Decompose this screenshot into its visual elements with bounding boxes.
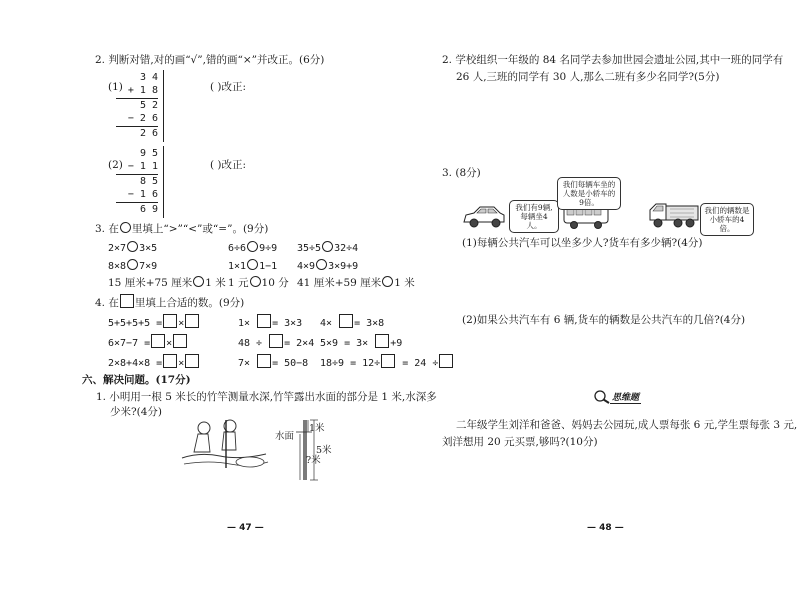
magnifier-icon	[593, 390, 611, 404]
q2-title: 2. 判断对错,对的画“√”,错的画“×”并改正。(6分)	[95, 54, 325, 66]
think-line1: 二年级学生刘洋和爸爸、妈妈去公园玩,成人票每张 6 元,学生票每张 3 元,	[456, 419, 798, 431]
calc-row: 9 5	[139, 148, 158, 159]
r-q2-line1: 2. 学校组织一年级的 84 名同学去参加世园会遗址公园,其中一班的同学有	[442, 54, 784, 66]
water-surface-label: 水面	[275, 431, 295, 442]
answer-box[interactable]	[173, 334, 187, 348]
calc-line	[116, 98, 158, 99]
answer-box[interactable]	[269, 334, 283, 348]
q4-title-a: 4. 在	[95, 297, 119, 309]
calc-row: 8 5	[139, 176, 158, 187]
calc-divider	[163, 146, 164, 218]
section6-q1-line1: 1. 小明用一根 5 米长的竹竿测量水深,竹竿露出水面的部分是 1 米,水深多	[96, 391, 437, 403]
answer-box[interactable]	[439, 354, 453, 368]
answer-box[interactable]	[381, 354, 395, 368]
r-q3-title: 3. (8分)	[442, 167, 481, 179]
circle-icon	[120, 222, 131, 233]
q3-title-b: 里填上“>”“<”或“=”。(9分)	[131, 223, 269, 235]
compare-circle[interactable]	[382, 276, 393, 287]
q4-item: 2×8+4×8 = ×	[108, 354, 200, 369]
calc-row: 3 4	[139, 72, 158, 83]
compare-circle[interactable]	[127, 259, 138, 270]
q3-item: 6÷6 9÷9	[228, 243, 278, 254]
q2-p2-answer-bracket[interactable]: ( )改正:	[210, 159, 247, 171]
children-measuring-illustration	[180, 418, 270, 470]
answer-box[interactable]	[375, 334, 389, 348]
compare-circle[interactable]	[250, 276, 261, 287]
answer-box[interactable]	[257, 314, 271, 328]
calc-row: − 2 6	[127, 113, 158, 124]
thinking-question-label: 思维题	[610, 390, 641, 404]
car-icon	[462, 204, 506, 230]
q4-title	[95, 294, 244, 310]
compare-circle[interactable]	[322, 241, 333, 252]
q3-title	[95, 222, 268, 236]
compare-circle[interactable]	[193, 276, 204, 287]
calc-row: + 1 8	[127, 85, 158, 96]
calc-row: 6 9	[139, 204, 158, 215]
answer-box[interactable]	[151, 334, 165, 348]
q3-title-a: 3. 在	[95, 223, 119, 235]
q2-p1-label: (1)	[108, 81, 123, 93]
q4-item: 48 ÷ = 2×4	[238, 334, 314, 349]
compare-circle[interactable]	[127, 241, 138, 252]
q4-item: 7× = 50−8	[238, 354, 308, 369]
answer-box[interactable]	[185, 314, 199, 328]
q3-item: 8×8 7×9	[108, 261, 158, 272]
r-q2-line2: 26 人,三班的同学有 30 人,那么二班有多少名同学?(5分)	[456, 71, 720, 83]
page-number-left: — 47 —	[227, 523, 264, 533]
q3-item: 15 厘米+75 厘米 1 米	[108, 277, 226, 289]
q3-item: 41 厘米+59 厘米 1 米	[297, 277, 415, 289]
truck-speech-bubble: 我们的辆数是小轿车的4倍。	[700, 203, 754, 236]
q3-item: 2×7 3×5	[108, 243, 158, 254]
car-speech-bubble: 我们有9辆,每辆坐4人。	[509, 200, 559, 233]
thinking-question-sign	[593, 390, 657, 404]
q4-item: 5+5+5+5 = ×	[108, 314, 200, 329]
calc-row: − 1 6	[127, 189, 158, 200]
truck-icon	[648, 200, 700, 230]
answer-box[interactable]	[185, 354, 199, 368]
square-icon	[120, 294, 134, 308]
compare-circle[interactable]	[247, 259, 258, 270]
q4-item: 6×7−7 = ×	[108, 334, 188, 349]
q3-item: 1 元 10 分	[228, 277, 289, 289]
answer-box[interactable]	[339, 314, 353, 328]
calc-row: − 1 1	[127, 161, 158, 172]
answer-box[interactable]	[257, 354, 271, 368]
r-q3-sub2: (2)如果公共汽车有 6 辆,货车的辆数是公共汽车的几倍?(4分)	[462, 314, 746, 326]
q4-item: 5×9 = 3× +9	[320, 334, 402, 349]
section6-q1-line2: 少米?(4分)	[110, 406, 163, 418]
answer-box[interactable]	[163, 354, 177, 368]
answer-box[interactable]	[163, 314, 177, 328]
q3-item: 1×1 1−1	[228, 261, 278, 272]
q2-p2-label: (2)	[108, 159, 123, 171]
think-line2: 刘洋想用 20 元买票,够吗?(10分)	[442, 436, 598, 448]
q4-item: 1× = 3×3	[238, 314, 302, 329]
q4-item: 18÷9 = 12÷ = 24 ÷	[320, 354, 454, 369]
calc-line	[116, 174, 158, 175]
compare-circle[interactable]	[247, 241, 258, 252]
top-length-label: 1米	[309, 423, 325, 434]
q3-item: 35÷5 32÷4	[297, 243, 359, 254]
q2-p1-answer-bracket[interactable]: ( )改正:	[210, 81, 247, 93]
q3-item: 4×9 3×9+9	[297, 261, 359, 272]
unknown-depth-label: ?米	[306, 455, 321, 466]
calc-divider	[163, 70, 164, 142]
page-number-right: — 48 —	[587, 523, 624, 533]
total-length-label: 5米	[316, 445, 332, 456]
q4-item: 4× = 3×8	[320, 314, 384, 329]
calc-row: 5 2	[139, 100, 158, 111]
q4-title-b: 里填上合适的数。(9分)	[134, 297, 245, 309]
compare-circle[interactable]	[316, 259, 327, 270]
calc-line	[116, 202, 158, 203]
calc-row: 2 6	[139, 128, 158, 139]
section6-title: 六、解决问题。(17分)	[82, 374, 191, 386]
bus-speech-bubble: 我们每辆车坐的人数是小轿车的9倍。	[557, 177, 621, 210]
r-q3-sub1: (1)每辆公共汽车可以坐多少人?货车有多少辆?(4分)	[462, 237, 703, 249]
calc-line	[116, 126, 158, 127]
